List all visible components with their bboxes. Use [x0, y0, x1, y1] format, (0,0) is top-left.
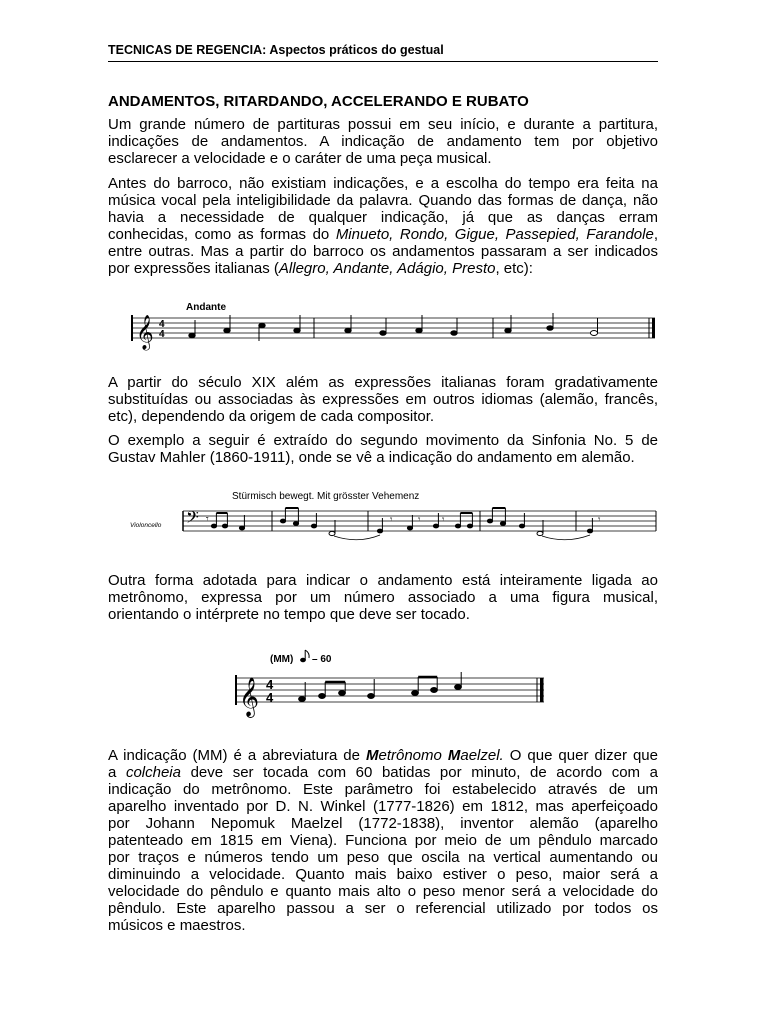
p6-maelzel: aelzel.: [460, 747, 504, 764]
paragraph-5: [108, 572, 658, 623]
p6-bold-m: M: [365, 747, 379, 764]
p2-dance-forms: Minueto, Rondo, Gigue, Passepied, Farandole: [335, 226, 654, 243]
staff-metronome: [232, 648, 552, 720]
p2-line: [108, 260, 658, 277]
p1-line: Um grande número de partituras possui em seu início, e durante a partitura,: [108, 116, 658, 133]
p2-text: conhecidas, como as formas do: [108, 226, 330, 243]
paragraph-1: [108, 116, 658, 167]
header-title: TECNICAS DE REGENCIA:: [108, 43, 267, 57]
p6-text: O que quer dizer que: [503, 747, 658, 764]
svg-text:𝄾: 𝄾: [418, 514, 421, 524]
time-signature-top: 4: [266, 677, 274, 692]
section-title: ANDAMENTOS, RITARDANDO, ACCELERANDO E RUBATO: [108, 93, 529, 110]
p3-line: A partir do século XIX além as expressões italianas foram gradativamente: [108, 374, 658, 391]
p6-line: por Johann Nepomuk Maelzel (1772-1838), inventor alemão (aparelho: [108, 815, 658, 832]
tempo-marking: Stürmisch bewegt. Mit grösster Vehemenz: [232, 491, 420, 502]
treble-clef-icon: 𝄞: [239, 677, 260, 717]
p2-line: música vocal pela inteligibilidade da palavra. Quando das formas de dança, não: [108, 192, 658, 209]
svg-text:𝄾: 𝄾: [206, 514, 209, 525]
p2-tempo-terms: Allegro, Andante, Adágio, Presto: [278, 260, 496, 277]
p6-line: músicos e maestros.: [108, 917, 246, 934]
page-header: [108, 43, 658, 62]
p6-line: [108, 747, 658, 764]
p6-text: A indicação (MM) é a abreviatura de: [108, 747, 366, 764]
treble-clef-icon: 𝄞: [136, 315, 154, 350]
p6-line: pêndulo. Este aparelho passou a ser o referencial utilizado por todos os: [108, 900, 658, 917]
p6-line: indicação do metrônomo. Este parâmetro foi estabelecido através de um: [108, 781, 658, 798]
instrument-label: Violoncello: [130, 522, 162, 529]
p5-line: metrônomo, expressa por um número associado a uma figura musical,: [108, 589, 658, 606]
p1-line: indicações de andamentos. A indicação de andamento tem por objetivo: [108, 133, 658, 150]
svg-text:𝄾: 𝄾: [390, 514, 393, 524]
p6-text: a: [108, 764, 126, 781]
p3-line: substituídas ou associadas às expressões em outros idiomas (alemão, francês,: [108, 391, 658, 408]
p6-line: patenteado em 1815 em Viena). Funciona por meio de um pêndulo marcado: [108, 832, 658, 849]
p2-line: entre outras. Mas a partir do barroco os andamentos passaram a ser indicados: [108, 243, 658, 260]
mm-label: (MM): [270, 654, 294, 665]
mm-value: – 60: [312, 654, 332, 665]
eighth-note-icon: [301, 650, 310, 662]
score-mahler: [128, 486, 660, 546]
p5-line: Outra forma adotada para indicar o andamento está inteiramente ligada ao: [108, 572, 658, 589]
p1-line: esclarecer a velocidade e o caráter de uma peça musical.: [108, 150, 492, 167]
time-signature-bottom: 4: [266, 690, 274, 705]
p6-line: [108, 764, 658, 781]
p6-metronome: etrônomo: [378, 747, 448, 764]
time-signature-bottom: 4: [159, 329, 165, 340]
paragraph-2: [108, 175, 658, 277]
tempo-marking: Andante: [186, 302, 226, 313]
paragraph-3: [108, 374, 658, 425]
svg-text:𝄾: 𝄾: [598, 514, 601, 524]
p3-line: etc), dependendo da origem de cada compositor.: [108, 408, 435, 425]
p2-line: [108, 226, 658, 243]
p4-line: O exemplo a seguir é extraído do segundo movimento da Sinfonia No. 5 de: [108, 432, 658, 449]
p6-line: por traços e números tendo um peso que oscila na vertical aumentando ou: [108, 849, 658, 866]
p6-text: deve ser tocada com 60 batidas por minuto, de acordo com a: [180, 764, 658, 781]
paragraph-6: [108, 747, 658, 934]
p6-line: diminuindo a velocidade. Quanto mais baixo estiver o peso, maior será a: [108, 866, 658, 883]
staff-mahler: [128, 486, 660, 546]
score-andante: [128, 298, 658, 358]
time-signature-top: 4: [159, 319, 165, 330]
p6-colcheia: colcheia: [125, 764, 181, 781]
p4-line: Gustav Mahler (1860-1911), onde se vê a indicação do andamento em alemão.: [108, 449, 635, 466]
p6-bold-m: M: [447, 747, 461, 764]
p5-line: orientando o intérprete no tempo que deve ser tocado.: [108, 606, 470, 623]
paragraph-4: [108, 432, 658, 466]
svg-text:𝄾: 𝄾: [442, 514, 445, 524]
p2-text: por expressões italianas (: [108, 260, 279, 277]
bass-clef-icon: 𝄢: [186, 507, 199, 531]
p2-text: , etc):: [495, 260, 533, 277]
score-metronome: [232, 648, 552, 720]
p2-text: ,: [653, 226, 658, 243]
p6-line: velocidade do pêndulo e quanto mais alto o peso menor será a velocidade do: [108, 883, 658, 900]
p2-line: havia a necessidade de qualquer indicação, já que as danças erram: [108, 209, 658, 226]
header-subtitle: Aspectos práticos do gestual: [269, 43, 444, 57]
p6-line: aparelho inventado por D. N. Winkel (1777-1826) em 1812, mas aperfeiçoado: [108, 798, 658, 815]
p2-line: Antes do barroco, não existiam indicações, e a escolha do tempo era feita na: [108, 175, 658, 192]
staff-andante: [128, 298, 658, 358]
